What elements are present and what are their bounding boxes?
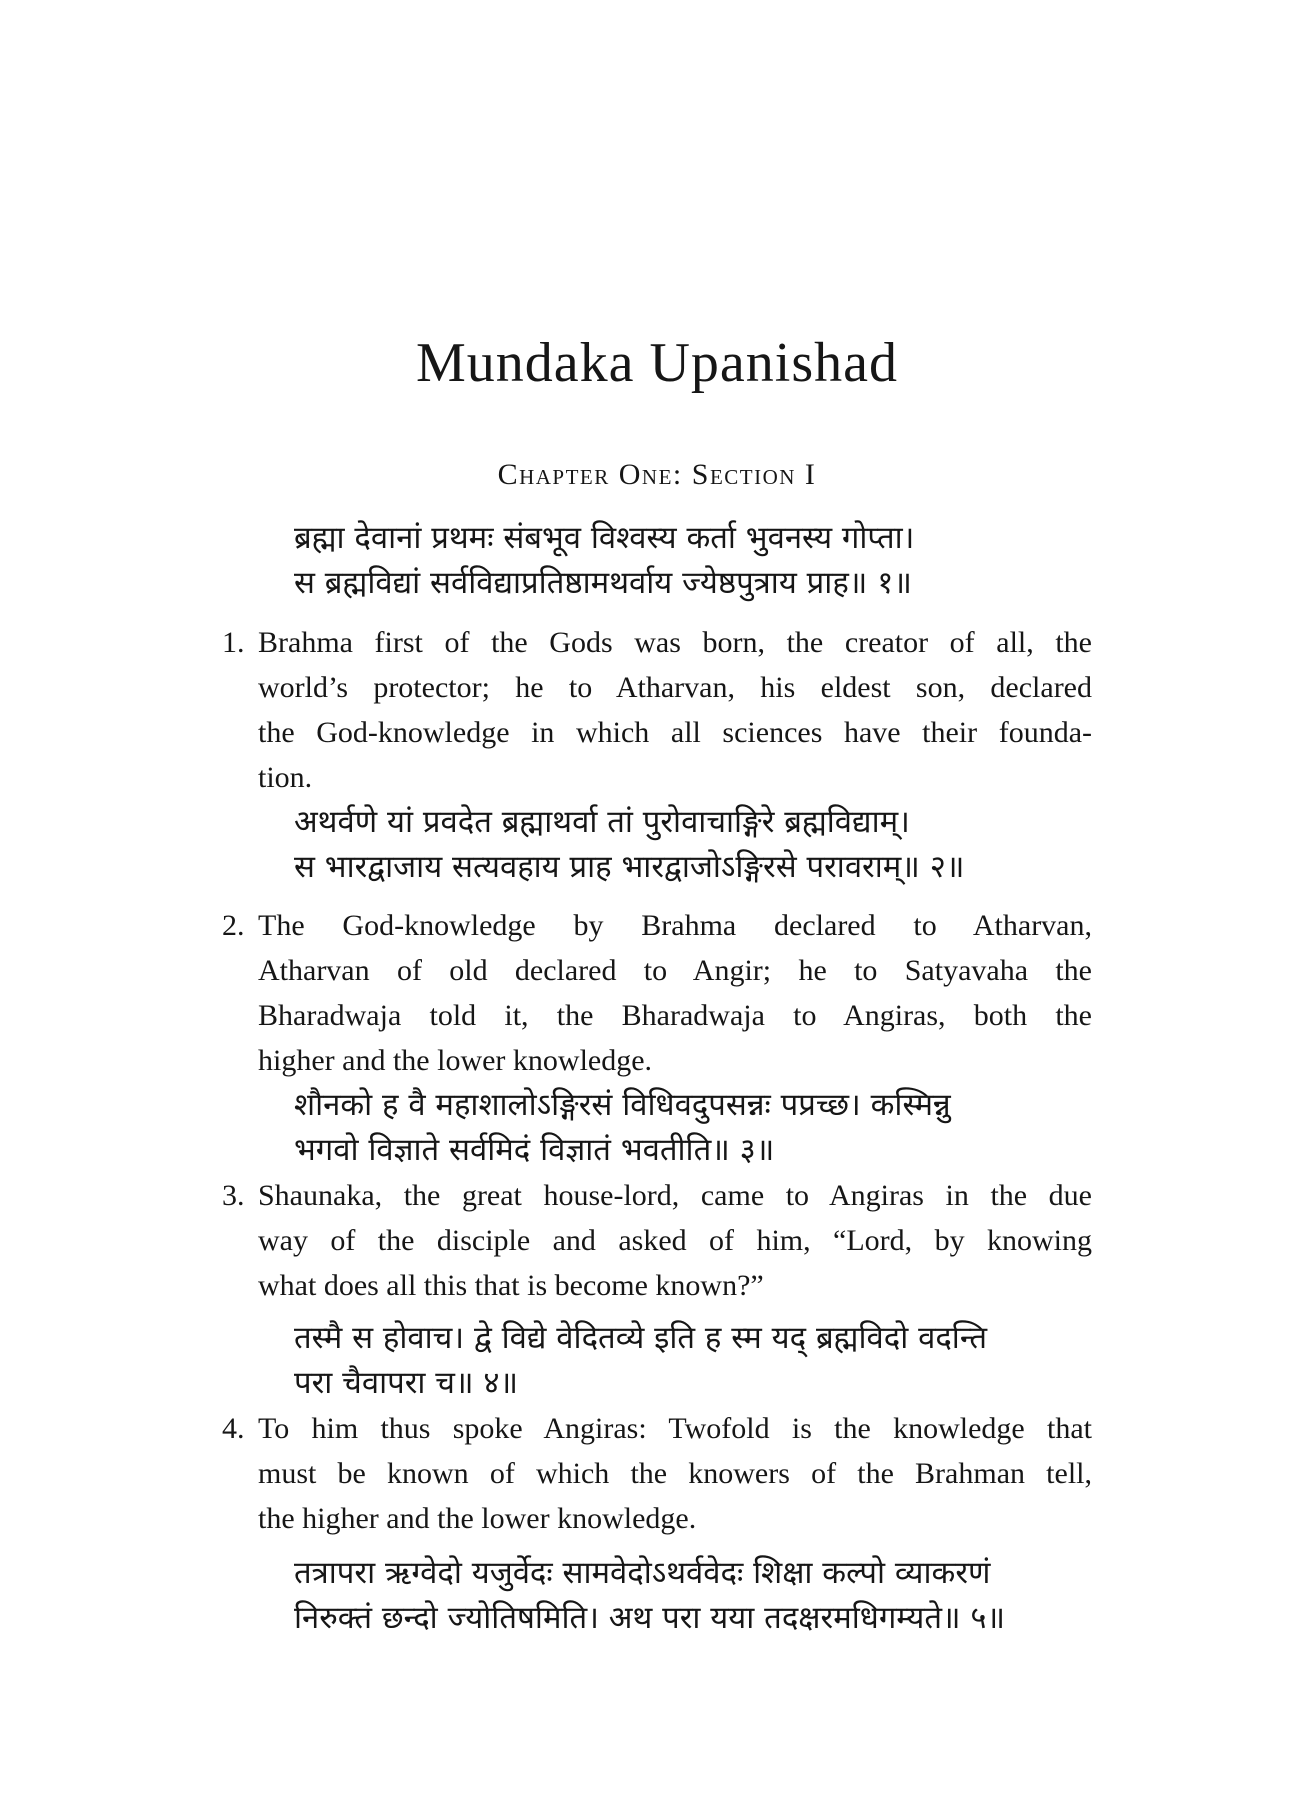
page-content (222, 0, 1092, 1641)
verse-number: 1. (222, 626, 245, 659)
translation-paragraph-3 (222, 1173, 1092, 1308)
sanskrit-line: तस्मै स होवाच। द्वे विद्ये वेदितव्ये इति ह स्म यद् ब्रह्मविदो वदन्ति (294, 1320, 988, 1356)
sanskrit-line: निरुक्तं छन्दो ज्योतिषमिति। अथ परा यया तदक्षरमधिगम्यते॥ ५॥ (294, 1600, 1006, 1636)
sanskrit-verse-2 (222, 800, 1092, 890)
translation-line: Atharvan of old declared to Angir; he to Satyavaha the (258, 954, 1092, 987)
sanskrit-line: स ब्रह्मविद्यां सर्वविद्याप्रतिष्ठामथर्वाय ज्येष्ठपुत्राय प्राह॥ १॥ (294, 565, 912, 601)
sanskrit-line: परा चैवापरा च॥ ४॥ (294, 1365, 519, 1401)
translation-line: world’s protector; he to Atharvan, his eldest son, declared (258, 671, 1092, 704)
translation-text (258, 1406, 1092, 1541)
translation-text (258, 1173, 1092, 1308)
translation-line: Shaunaka, the great house-lord, came to Angiras in the due (258, 1179, 1092, 1212)
verse-number: 4. (222, 1412, 245, 1445)
translation-line: what does all this that is become known?” (258, 1269, 764, 1302)
translation-line: The God-knowledge by Brahma declared to Atharvan, (258, 909, 1092, 942)
sanskrit-verse-5 (222, 1551, 1092, 1641)
verse-number: 2. (222, 909, 245, 942)
translation-text (258, 620, 1092, 800)
translation-paragraph-2 (222, 903, 1092, 1083)
sanskrit-verse-1 (222, 516, 1092, 606)
sanskrit-line: ब्रह्मा देवानां प्रथमः संबभूव विश्वस्य कर्ता भुवनस्य गोप्ता। (294, 520, 915, 556)
verse-number: 3. (222, 1179, 245, 1212)
translation-line: higher and the lower knowledge. (258, 1044, 653, 1077)
sanskrit-line: भगवो विज्ञाते सर्वमिदं विज्ञातं भवतीति॥ ३॥ (294, 1132, 775, 1168)
translation-line: Brahma first of the Gods was born, the creator of all, the (258, 626, 1092, 659)
sanskrit-verse-4 (222, 1316, 1092, 1406)
translation-paragraph-4 (222, 1406, 1092, 1541)
translation-line: tion. (258, 761, 313, 794)
sanskrit-line: स भारद्वाजाय सत्यवहाय प्राह भारद्वाजोऽङ्गिरसे परावराम्॥ २॥ (294, 849, 965, 885)
translation-line: the God-knowledge in which all sciences have their founda- (258, 716, 1092, 749)
sanskrit-line: अथर्वणे यां प्रवदेत ब्रह्माथर्वा तां पुरोवाचाङ्गिरे ब्रह्मविद्याम्। (294, 804, 910, 840)
translation-paragraph-1 (222, 620, 1092, 800)
sanskrit-verse-3 (222, 1083, 1092, 1173)
translation-text (258, 903, 1092, 1083)
sanskrit-line: तत्रापरा ऋग्वेदो यजुर्वेदः सामवेदोऽथर्ववेदः शिक्षा कल्पो व्याकरणं (294, 1555, 991, 1591)
translation-line: way of the disciple and asked of him, “Lord, by knowing (258, 1224, 1092, 1257)
translation-line: Bharadwaja told it, the Bharadwaja to Angiras, both the (258, 999, 1092, 1032)
translation-line: must be known of which the knowers of the Brahman tell, (258, 1457, 1092, 1490)
page-title: Mundaka Upanishad (415, 332, 898, 394)
chapter-heading: Chapter One: Section I (497, 458, 817, 491)
translation-line: To him thus spoke Angiras: Twofold is the knowledge that (258, 1412, 1092, 1445)
translation-line: the higher and the lower knowledge. (258, 1502, 697, 1535)
sanskrit-line: शौनको ह वै महाशालोऽङ्गिरसं विधिवदुपसन्नः पप्रच्छ। कस्मिन्नु (294, 1087, 951, 1123)
